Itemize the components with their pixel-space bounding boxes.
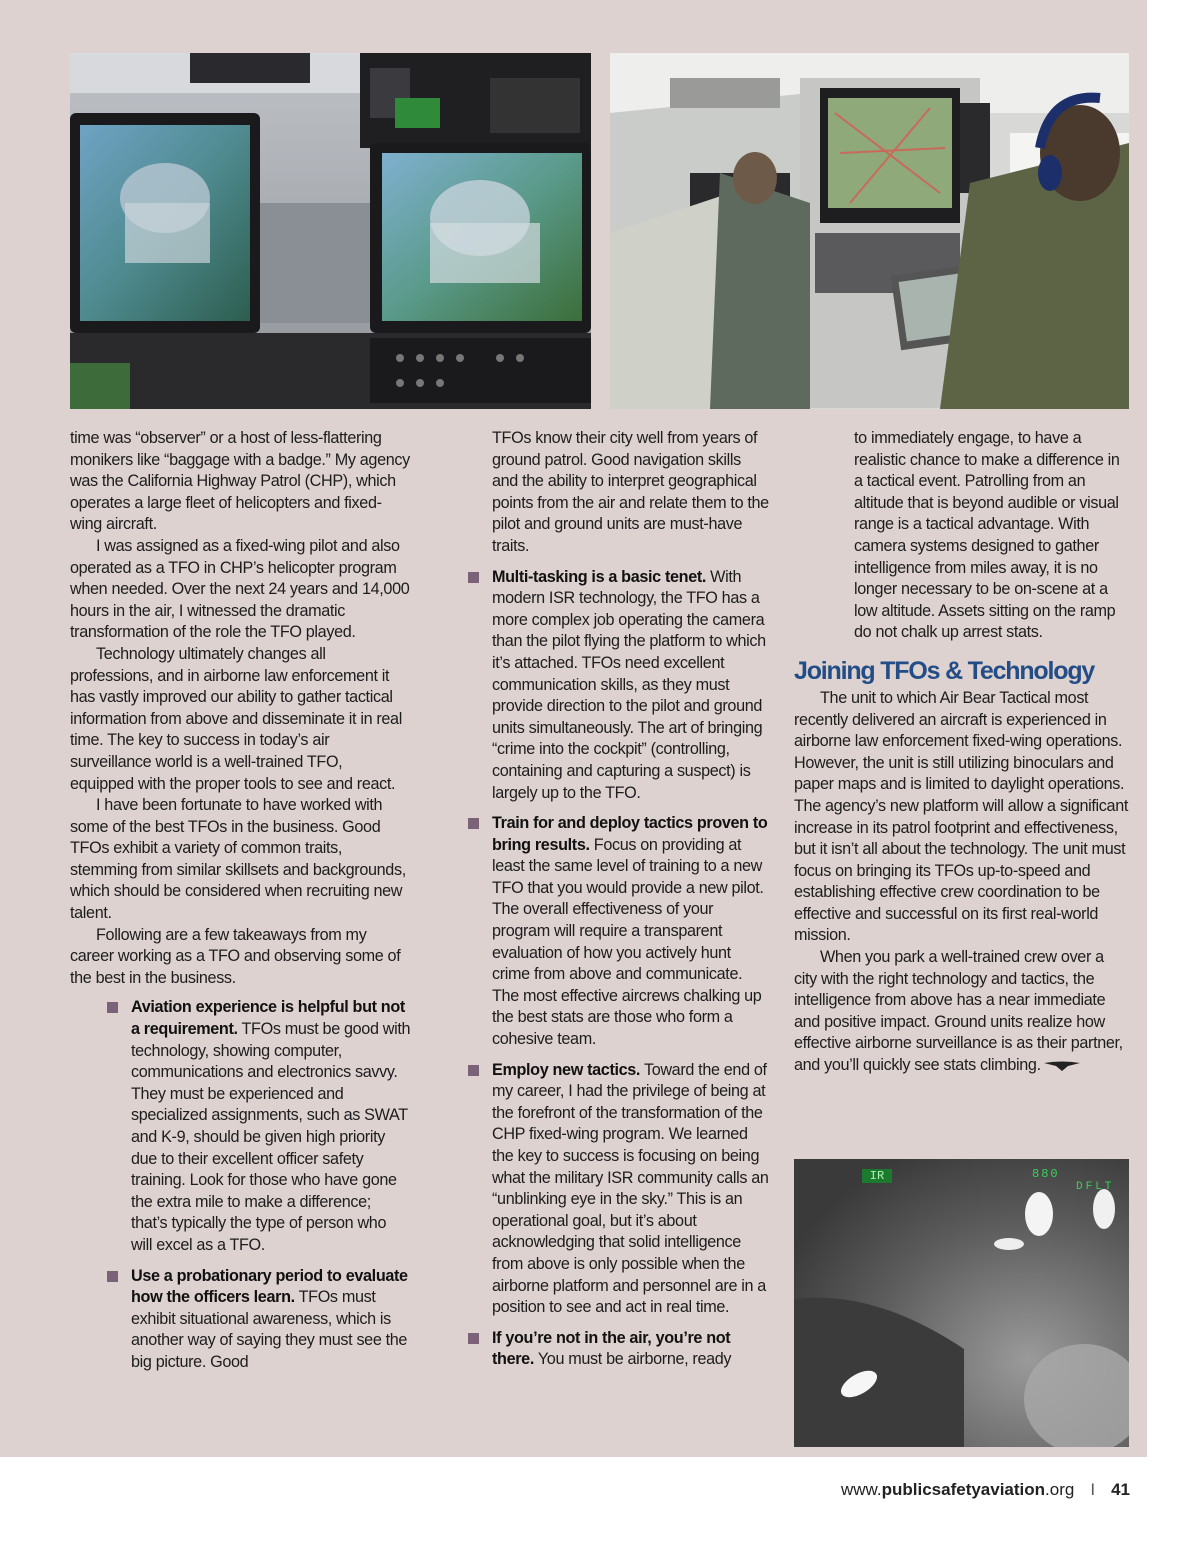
thermal-readout: 880 <box>1032 1167 1060 1181</box>
paragraph: When you park a well-trained crew over a city with the right technology and tactics, the intelligence from above has a near immediate and positive impact. Ground units realize how effective airborne surveillance is as their partner, and you’ll quickly see stats climbing. <box>794 948 1123 1075</box>
bullet-item <box>492 813 770 1051</box>
paragraph: Following are a few takeaways from my career working as a TFO and observing some of the best in the business. <box>70 925 401 987</box>
paragraph: time was “observer” or a host of less-flattering monikers like “baggage with a badge.” My agency was the California Highway Patrol (CHP), which operates a large fleet of helicopters and fixed-wing aircraft. <box>70 429 410 534</box>
bullet-item <box>131 1266 411 1374</box>
thermal-mode-label: IR <box>862 1169 892 1183</box>
end-mark-icon <box>1044 1060 1080 1072</box>
bullet-text: TFOs must be good with technology, showing computer, communications and electronics savvy. They must be experienced and specialized assignments, such as SWAT and K-9, should be given high priority due to their excellent officer safety training. Look for those who have gone the extra mile to make a difference; that’s typically the type of person who will excel as a TFO. <box>131 1020 411 1254</box>
bullet-title: If you’re not in the air, you’re not there. <box>492 1328 731 1369</box>
bullet-square-icon <box>107 1002 118 1013</box>
bullet-square-icon <box>468 572 479 583</box>
bullet-text: With modern ISR technology, the TFO has a more complex job operating the camera than the pilot flying the platform to which it’s attached. TFOs need excellent communication skills, as they must provide direction to the pilot and ground units simultaneously. The art of bringing “crime into the cockpit” (controlling, containing and capturing a suspect) is largely up to the TFO. <box>492 567 766 802</box>
column-1 <box>70 428 410 1374</box>
bullet-title: Use a probationary period to evaluate how the officers learn. <box>131 1266 408 1307</box>
cockpit-photo-left <box>70 53 591 409</box>
column-2 <box>492 428 770 1371</box>
bullet-text: Focus on providing at least the same level of training to a new TFO that you would provide a new pilot. The overall effectiveness of your program will require a transparent evaluation of how you actively hunt crime from above and communicate. The most effective aircrews chalking up the best stats are those who form a cohesive team. <box>492 835 764 1049</box>
bullet-title: Aviation experience is helpful but not a requirement. <box>131 998 405 1039</box>
bullet-text: Toward the end of my career, I had the privilege of being at the forefront of the transformation of the CHP fixed-wing program. We learned the key to success is focusing on being what the military ISR community calls an “unblinking eye in the sky.” This is an operational goal, but it’s about acknowledging that solid intelligence from above is only possible when the airborne platform and personnel are in a position to see and act in real time. <box>492 1060 769 1317</box>
section-heading: Joining TFOs & Technology <box>794 656 1095 685</box>
thermal-image <box>794 1159 1129 1447</box>
bullet-item <box>492 1060 770 1319</box>
paragraph: to immediately engage, to have a realistic chance to make a difference in a tactical event. Patrolling from an altitude that is beyond audible or visual range is a tactical advantage. With camera systems designed to gather intelligence from miles away, it is no longer necessary to be on-scene at a low altitude. Assets sitting on the ramp do not chalk up arrest stats. <box>854 429 1120 642</box>
bullet-title: Train for and deploy tactics proven to bring results. <box>492 814 768 854</box>
bullet-text: You must be airborne, ready <box>533 1350 732 1369</box>
bullet-title: Multi-tasking is a basic tenet. <box>492 567 707 586</box>
paragraph: I have been fortunate to have worked with some of the best TFOs in the business. Good TFOs exhibit a variety of common traits, stemming from similar skillsets and backgrounds, which should be considered when recruiting new talent. <box>70 796 406 923</box>
paragraph: Technology ultimately changes all professions, and in airborne law enforcement it has vastly improved our ability to gather tactical information from above and disseminate it in real time. The key to success in today’s air surveillance world is a well-trained TFO, equipped with the proper tools to see and react. <box>70 644 402 793</box>
paragraph: TFOs know their city well from years of ground patrol. Good navigation skills and the ability to interpret geographical points from the air and relate them to the pilot and ground units are must-have traits. <box>492 429 769 555</box>
page-number: 41 <box>1111 1480 1130 1499</box>
paragraph: The unit to which Air Bear Tactical most recently delivered an aircraft is experienced in airborne law enforcement fixed-wing operations. However, the unit is still utilizing binoculars and paper maps and is limited to daylight operations. The agency’s new platform will allow a significant increase in its patrol footprint and effectiveness, but it isn’t all about the technology. The unit must focus on bringing its TFOs up-to-speed and establishing effective crew coordination to be effective and successful on its first real-world mission. <box>794 688 1128 945</box>
page-footer <box>841 1480 1130 1500</box>
footer-url[interactable]: www.publicsafetyaviation.org <box>840 1480 1075 1499</box>
bullet-square-icon <box>468 818 479 829</box>
bullet-item <box>492 567 770 805</box>
column-3 <box>794 428 1130 1077</box>
cabin-photo-right <box>610 53 1129 409</box>
bullet-square-icon <box>107 1271 118 1282</box>
bullet-item <box>131 997 411 1256</box>
bullet-item <box>492 1328 770 1371</box>
bullet-text: TFOs must exhibit situational awareness, which is another way of saying they must see the big picture. Good <box>131 1288 408 1371</box>
bullet-square-icon <box>468 1065 479 1076</box>
footer-separator: I <box>1090 1480 1096 1499</box>
bullet-title: Employ new tactics. <box>492 1060 641 1079</box>
bullet-square-icon <box>468 1333 479 1344</box>
paragraph: I was assigned as a fixed-wing pilot and also operated as a TFO in CHP’s helicopter program when needed. Over the next 24 years and 14,000 hours in the air, I witnessed the dramatic transformation of the role the TFO played. <box>70 536 410 642</box>
thermal-status: DFLT <box>1076 1181 1115 1193</box>
